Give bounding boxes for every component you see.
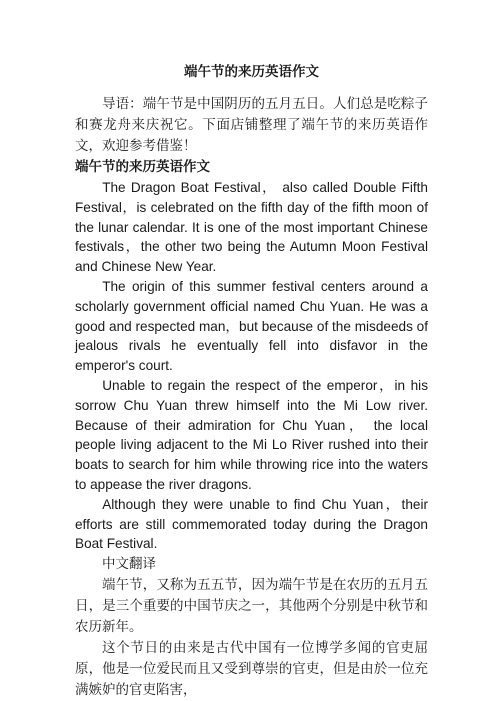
english-paragraph-3: Unable to regain the respect of the emperor，in his sorrow Chu Yuan threw himself into the Mi Low river. Because of their admiration for Chu Yuan， the local people living adjacent to the Mi Lo River rushed into their boats to search for him while throwing rice into the waters to appease the river dragons. [75, 377, 428, 492]
english-paragraph-2: The origin of this summer festival centers around a scholarly government official named Chu Yuan. He was a good and respected man，but because of the misdeeds of jealous rivals he eventually fell into disfavor in the emperor's court. [75, 278, 428, 374]
translation-heading: 中文翻译 [102, 556, 156, 573]
chinese-paragraph-1: 端午节，又称为五五节，因为端午节是在农历的五月五日，是三个重要的中国节庆之一，其他两个分别是中秋节和农历新年。 [75, 577, 428, 636]
intro-paragraph: 导语：端午节是中国阴历的五月五日。人们总是吃粽子和赛龙舟来庆祝它。下面店铺整理了端午节的来历英语作文，欢迎参考借鉴！ [75, 96, 428, 154]
english-paragraph-4: Although they were unable to find Chu Yuan，their efforts are still commemorated today during the Dragon Boat Festival. [75, 496, 428, 552]
english-paragraph-1: The Dragon Boat Festival， also called Double Fifth Festival，is celebrated on the fifth day of the fifth moon of the lunar calendar. It is one of the most important Chinese festivals，the other two being the Autumn Moon Festival and Chinese New Year. [75, 180, 428, 275]
document-title: 端午节的来历英语作文 [184, 64, 319, 80]
section-heading: 端午节的来历英语作文 [75, 159, 210, 175]
chinese-paragraph-2: 这个节日的由来是古代中国有一位博学多闻的官吏屈原，他是一位爱民而且又受到尊崇的官吏，但是由於一位充满嫉妒的官吏陷害， [75, 640, 428, 699]
